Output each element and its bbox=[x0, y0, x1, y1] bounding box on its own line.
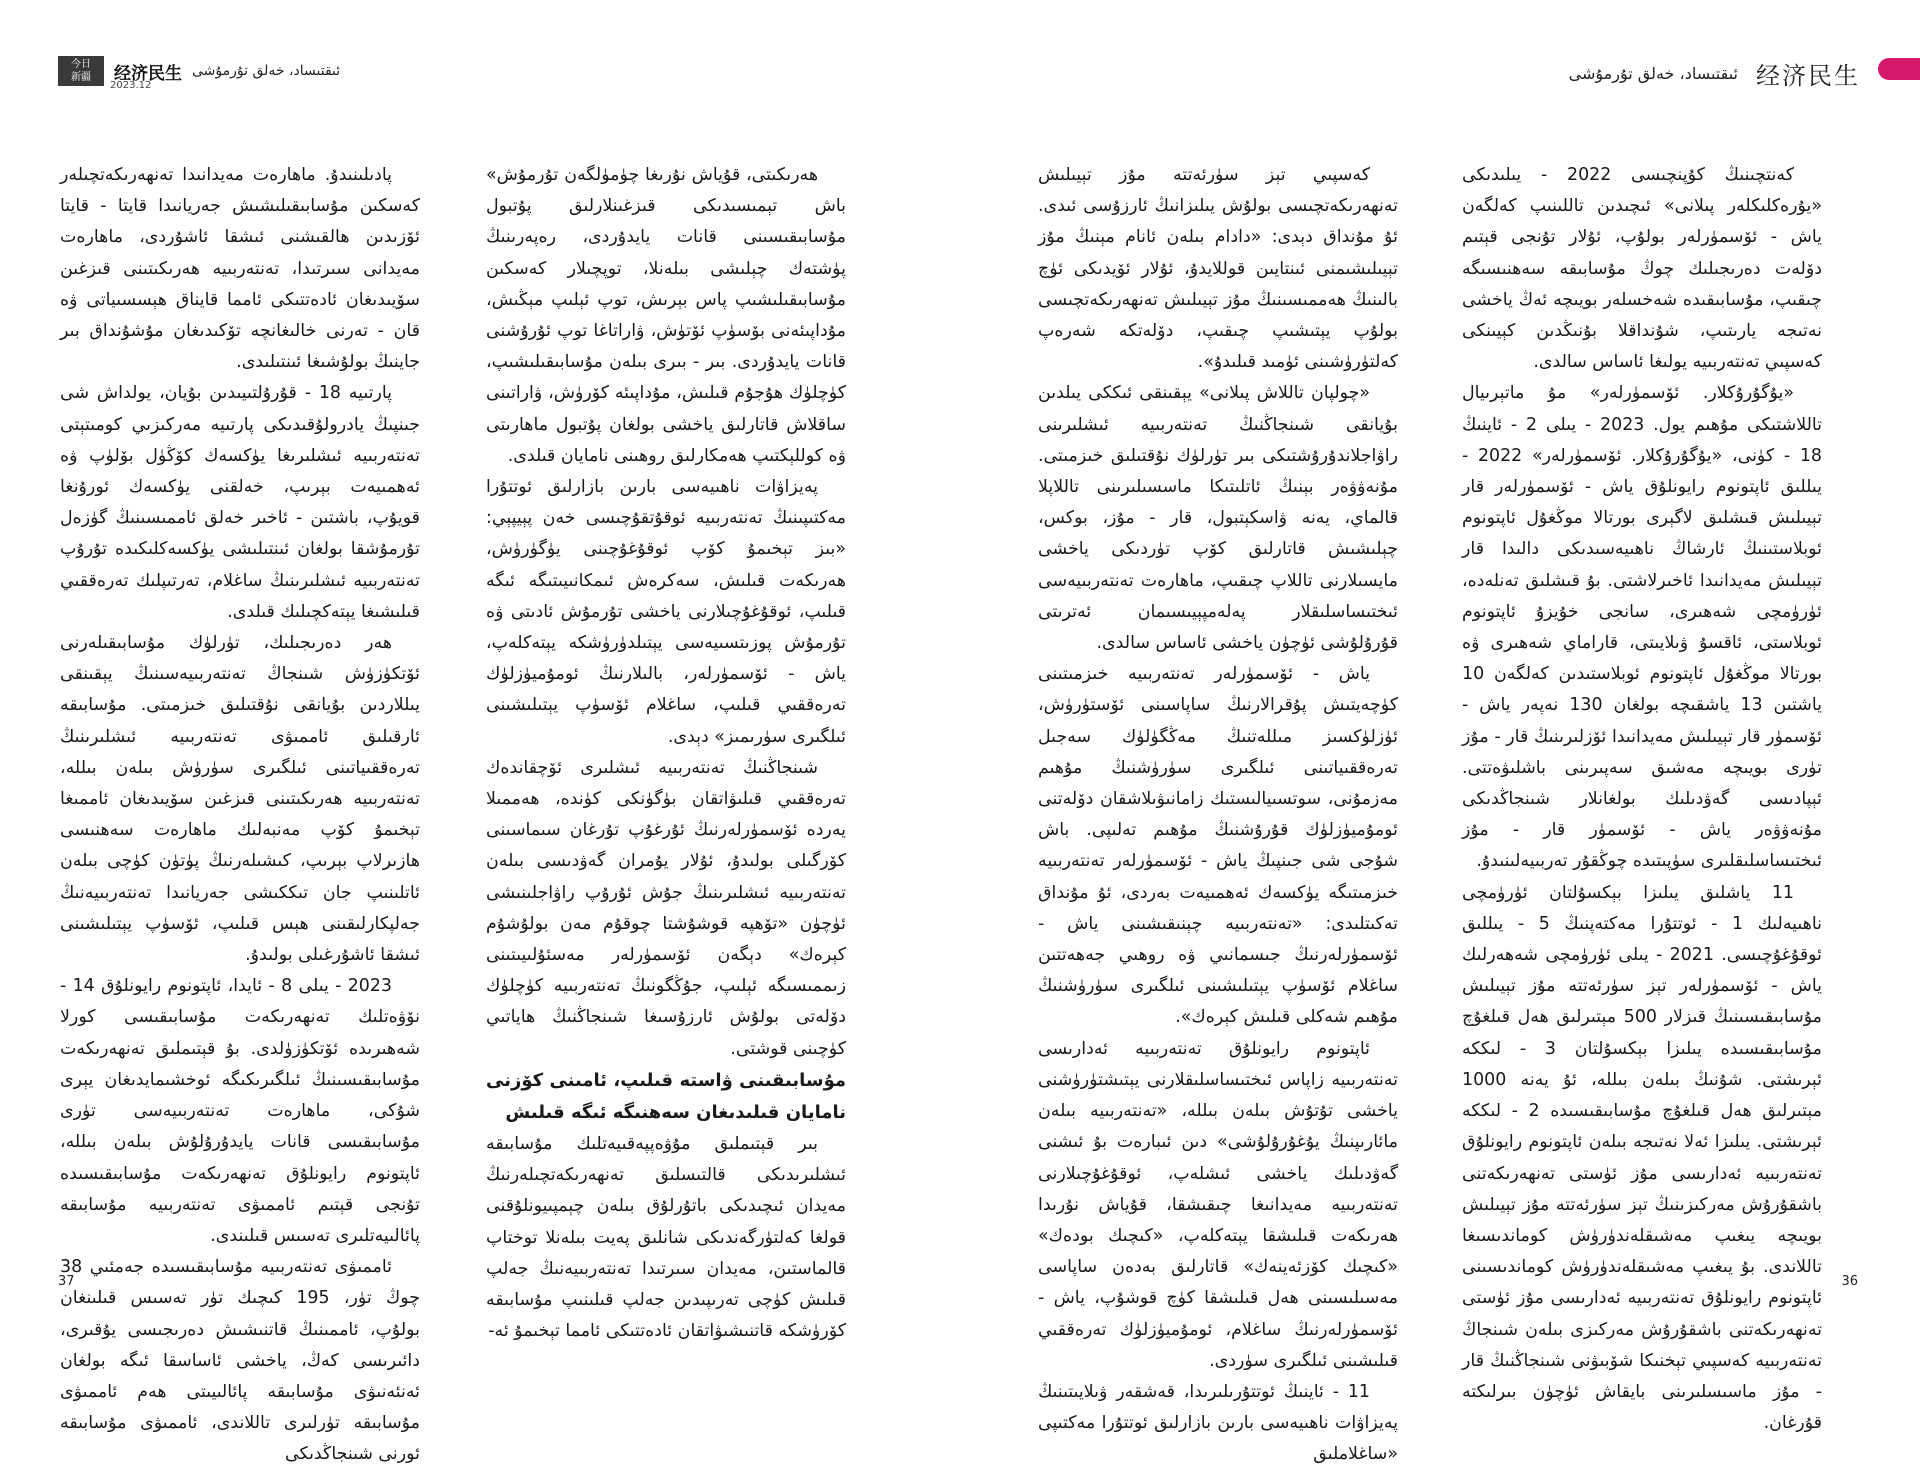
paragraph: ياش - ئۆسمۈرلەر تەنتەربىيە خىزمىتىنى كۈچەيتىش پۇقرالارنىڭ ساپاسىنى ئۆستۈرۈش، ئۈزلۈكسىز مىللەتنىڭ مەڭگۈلۈك سەجىل تەرەققىياتىنى ئىلگىرى سۈرۈشنىڭ مۇھىم مەزمۇنى، سوتسىيالىستىك زامانىۋىلاشقان دۆلەتنى ئومۇميۈزلۈك قۇرۇشنىڭ مۇھىم تەلىپى. باش شۇجى شى جىنپىڭ ياش - ئۆسمۈرلەر تەنتەربىيە خىزمىتىگە يۈكسەك ئەھمىيەت بەردى، ئۇ مۇنداق تەكىتلىدى: «تەنتەربىيە چېنىقىشىنى ياش - ئۆسمۈرلەرنىڭ جىسمانىي ۋە روھىي جەھەتتىن ساغلام ئۆسۈپ يېتىلىشىنى ئىلگىرى سۈرۈشنىڭ مۇھىم شەكلى قىلىش كېرەك». bbox=[1038, 664, 1398, 1028]
paragraph: ئاممىۋى تەنتەربىيە مۇسابىقىسىدە جەمئىي 38 چوڭ تۈر، 195 كىچىك تۈر تەسىس قىلىنغان بولۇپ، ئاممىنىڭ قاتنىشىش دەرىجىسى يۇقىرى، دائىرىسى كەڭ، ياخشى ئاساسقا ئىگە بولغان ئەنئەنىۋى مۇسابىقە پائالىيىتى ھەم ئاممىۋى مۇسابىقە تۈرلىرى تاللاندى، ئاممىۋى مۇسابىقە ئورنى شىنجاڭدىكى bbox=[60, 1257, 420, 1465]
paragraph: شىنجاڭنىڭ تەنتەربىيە ئىشلىرى ئۆچقاندەك تەرەققىي قىلىۋاتقان بۈگۈنكى كۈندە، ھەممىلا يەردە ئۆسمۈرلەرنىڭ ئۇرغۇپ تۇرغان سىماسىنى كۆرگىلى بولىدۇ، ئۇلار يۇمران گەۋدىسى بىلەن تەنتەربىيە ئىشلىرىنىڭ جۇش ئۇرۇپ راۋاجلىنىشى ئۈچۈن «تۆھپە قوشۇشتا چوقۇم مەن بولۇشۇم كېرەك» دېگەن ئۆسمۈرلەر مەسئۇلىيىتىنى زىممىسىگە ئېلىپ، جۇڭگونىڭ تەنتەربىيە كۈچلۈك دۆلەتى بولۇش ئارزۇسىغا شىنجاڭنىڭ ھاياتىي كۈچىنى قوشتى. bbox=[486, 757, 846, 1059]
paragraph: پارتىيە 18 - قۇرۇلتىيىدىن بۇيان، يولداش شى جىنپىڭ يادرولۇقىدىكى پارتىيە مەركىزىي كومىتېتى تەنتەربىيە ئىشلىرىغا يۈكسەك كۆڭۈل بۆلۈپ ۋە ئەھمىيەت بېرىپ، خەلقنى يۈكسەك ئورۇنغا قويۇپ، باشتىن - ئاخىر خەلق ئاممىسىنىڭ گۈزەل تۇرمۇشقا بولغان ئىنتىلىشى يۈكسەكلىكىدە تۇرۇپ تەنتەربىيە ئىشلىرىنىڭ ساغلام، تەرتىپلىك تەرەققىي قىلىشىغا يېتەكچىلىك قىلدى. bbox=[60, 383, 420, 622]
page-number-right: 36 bbox=[1841, 1274, 1858, 1289]
header-right bbox=[1569, 56, 1860, 90]
paragraph: ھەرىكىتى، قۇياش نۇرىغا چۈمۈلگەن تۇرمۇش» باش تېمىسىدىكى قىزغىنلارلىق پۇتبول مۇسابىقىسىنى قانات يايدۇردى، رەپەرىنىڭ پۈشتەك چېلىشى بىلەنلا، توپچىلار كەسكىن مۇسابىقىلىشىپ پاس بېرىش، توپ ئېلىپ مېڭىش، مۇداپىئەنى بۆسۈپ ئۆتۈش، ۋاراتاغا توپ ئۇرۇشنى قانات يايدۇردى. بىر - بىرى بىلەن مۇسابىقىلىشىپ، كۈچلۈك ھۇجۇم قىلىش، مۇداپىئە كۆرۈش، ۋاراتىنى ساقلاش قاتارلىق ياخشى بولغان پۇتبول ماھارىتى ۋە كوللېكتىپ ھەمكارلىق روھىنى نامايان قىلدى. bbox=[486, 165, 846, 466]
logo-line1: 今日 bbox=[71, 59, 91, 70]
logo-line2: 新疆 bbox=[71, 72, 91, 83]
paragraph: 11 - ئاينىڭ ئوتتۇرىلىرىدا، قەشقەر ۋىلايىتىنىڭ پەيزاۋات ناھىيەسى بارىن بازارلىق ئوتتۇرا مەكتىپى «ساغلاملىق bbox=[1038, 1381, 1398, 1465]
section-subheading: مۇسابىقىنى ۋاستە قىلىپ، ئامىنى كۆزنى نامايان قىلىدىغان سەھنىگە ئىگە قىلىش bbox=[486, 1069, 846, 1123]
paragraph: «چولپان تاللاش پىلانى» يېقىنقى ئىككى يىلدىن بۇيانقى شىنجاڭنىڭ تەنتەربىيە ئىشلىرىنى راۋاجلاندۇرۇشتىكى بىر تۈرلۈك نۇقتىلىق خىزمىتى. مۇنەۋۋەر بېنىڭ ئاتلىتىكا ماسسىلىرىنى تاللاپلا قالماي، يەنە ۋاسكېتبول، قار - مۇز، بوكس، چېلىشىش قاتارلىق كۆپ تۈردىكى ياخشى مايسىلارنى تاللاپ چىقىپ، ماھارەت تەنتەربىيەسى ئىختىساسلىقلار پەلەمپېيىسىمان ئەترىتى قۇرۇلۇشى ئۈچۈن ياخشى ئاساس سالدى. bbox=[1038, 383, 1398, 654]
magazine-logo bbox=[58, 56, 104, 86]
paragraph: كەسپىي تېز سۈرئەتتە مۇز تېيىلىش تەنھەرىكەتچىسى بولۇش يىلىزانىڭ ئارزۇسى ئىدى. ئۇ مۇنداق دېدى: «دادام بىلەن ئانام مېنىڭ مۇز تېيىلىشىمنى ئىنتايىن قوللايدۇ، ئۇلار ئۆيدىكى ئۈچ بالىنىڭ ھەممىسىنىڭ مۇز تېيىلىش تەنھەرىكەتچىسى بولۇپ يېتىشىپ چىقىپ، دۆلەتكە شەرەپ كەلتۈرۈشىنى ئۈمىد قىلىدۇ». bbox=[1038, 165, 1398, 373]
accent-tab bbox=[1878, 58, 1920, 80]
paragraph: 2023 - يىلى 8 - ئايدا، ئاپتونوم رايونلۇق 14 - نۆۋەتلىك تەنھەرىكەت مۇسابىقىسى كورلا شەھىرىدە ئۆتكۈزۈلدى. بۇ قېتىملىق تەنھەرىكەت مۇسابىقىسىنىڭ ئىلگىرىكىگە ئوخشىمايدىغان يېرى شۇكى، ماھارەت تەنتەربىيەسى تۈرى مۇسابىقىسى قانات يايدۇرۇلۇش بىلەن بىللە، ئاپتونوم رايونلۇق تەنھەرىكەت مۇسابىقىسىدە تۇنجى قېتىم ئاممىۋى تەنتەربىيە مۇسابىقە پائالىيەتلىرى تەسىس قىلىندى. bbox=[60, 976, 420, 1246]
page-number-left: 37 bbox=[58, 1274, 75, 1289]
paragraph: ھەر دەرىجىلىك، تۈرلۈك مۇسابىقىلەرنى ئۆتكۈزۈش شىنجاڭ تەنتەربىيەسىنىڭ يېقىنقى يىللاردىن بۇيانقى نۇقتىلىق خىزمىتى. مۇسابىقە ئارقىلىق ئاممىۋى تەنتەربىيە ئىشلىرىنىڭ تەرەققىياتىنى ئىلگىرى سۈرۈش بىلەن بىللە، تەنتەربىيە ھەرىكىتىنى قىزغىن سۆيىدىغان ئاممىغا تېخىمۇ كۆپ مەنبەلىك ماھارەت سەھنىسى ھازىرلاپ بېرىپ، كىشىلەرنىڭ پۈتۈن كۈچى بىلەن ئاتلىنىپ جان تىككىشى جەريانىدا تەنتەربىيەنىڭ جەلپكارلىقىنى ھېس قىلىپ، ئۆسۈپ يېتىلىشىنى ئىشقا ئاشۇرغىلى بولىدۇ. bbox=[60, 633, 420, 966]
paragraph: 11 ياشلىق يىلىزا بېكسۇلتان ئۈرۈمچى ناھىيەلىك 1 - ئوتتۇرا مەكتەپنىڭ 5 - يىللىق ئوقۇغۇچىسى. 2021 - يىلى ئۈرۈمچى شەھەرلىك ياش - ئۆسمۈرلەر تېز سۈرئەتتە مۇز تېيىلىش مۇسابىقىسىنىڭ قىزلار 500 مېتىرلىق ھەل قىلغۇچ مۇسابىقىسىدە يىلىزا بېكسۇلتان 3 - لىككە ئېرىشتى. شۇنىڭ بىلەن بىللە، ئۇ يەنە 1000 مېتىرلىق ھەل قىلغۇچ مۇسابىقىسىدە 2 - لىككە ئېرىشتى. يىلىزا ئەلا نەتىجە بىلەن ئاپتونوم رايونلۇق تەنتەربىيە ئەدارىسى مۇز ئۈستى تەنھەرىكەتنى باشقۇرۇش مەركىزىنىڭ تېز سۈرئەتتە مۇز تېيىلىش بويىچە يىغىپ مەشىقلەندۈرۈش كوماندىسىغا تاللاندى. بۇ يىغىپ مەشىقلەندۈرۈش كوماندىسىنى ئاپتونوم رايونلۇق تەنتەربىيە ئەدارىسى مۇز ئۈستى تەنھەرىكەتنى باشقۇرۇش مەركىزى بىلەن شىنجاڭ تەنتەربىيە كەسپىي تېخنىكا شۆبىۋنى شىنجاڭنىڭ قار - مۇز ماسىسلىرىنى بايقاش ئۈچۈن بىرلىكتە قۇرغان. bbox=[1462, 882, 1823, 1434]
paragraph: «يۇگۇرۇكلار. ئۆسمۈرلەر» مۇ ماتېرىيال تاللاشتىكى مۇھىم يول. 2023 - يىلى 2 - ئاينىڭ 18 - كۈنى، «يۇگۇرۇكلار. ئۆسمۈرلەر» 2022 - يىللىق ئاپتونوم رايونلۇق ياش - ئۆسمۈرلەر قار تېيىلىش قىشلىق لاگېرى بورتالا موڭغۇل ئاپتونوم ئوبلاستىنىڭ ئارشاڭ ناھىيەسىدىكى دالىدا قار تېيىلىش مەيدانىدا ئاخىرلاشتى. بۇ قىشلىق تەنلەدە، ئۈرۈمچى شەھىرى، سانجى خۇيزۇ ئاپتونوم ئوبلاستى، ئاقسۇ ۋىلايىتى، قاراماي شەھىرى ۋە بورتالا موڭغۇل ئاپتونوم ئوبلاستىدىن كەلگەن 10 ياشتىن 13 ياشقىچە بولغان 130 نەپەر ياش - ئۆسمۈر قار تېيىلىش مەيدانىدا ئۆزلىرىنىڭ قار - مۇز تۈرى بويىچە مەشىق سەپىرىنى باشلىۋەتتى. ئېپادىسى گەۋدىلىك بولغانلار شىنجاڭدىكى مۇنەۋۋەر ياش - ئۆسمۈر قار - مۇز ئىختىساسلىقلىرى سۈپىتىدە چوڭقۇر تەربىيەلىنىدۇ. bbox=[1462, 383, 1823, 872]
section-title-cn-left: 经济民生 bbox=[114, 63, 182, 84]
paragraph: پادىلىنىدۇ. ماھارەت مەيدانىدا تەنھەرىكەتچىلەر كەسكىن مۇسابىقىلىشىش جەريانىدا قايتا - قايتا ئۆزىدىن ھالقىشنى ئىشقا ئاشۇردى، ماھارەت مەيدانى سىرتىدا، تەنتەربىيە ھەرىكىتىنى قىزغىن سۆيىدىغان ئادەتتىكى ئامما قايناق ھېسسىياتى ۋە قان - تەرنى خالىغانچە تۆكىدىغان مۇشۇنداق بىر جاينىڭ بولۇشىغا ئىنتىلىدى. bbox=[60, 165, 420, 373]
column-3 bbox=[1038, 160, 1398, 1465]
issue-date: 2023.12 bbox=[110, 80, 152, 91]
column-4 bbox=[1462, 160, 1823, 1434]
column-2 bbox=[486, 160, 846, 1342]
paragraph: ئاپتونوم رايونلۇق تەنتەربىيە ئەدارىسى تەنتەربىيە زاپاس ئىختىساسلىقلارنى يېتىشتۈرۈشنى ياخشى تۇتۇش بىلەن بىللە، «تەنتەربىيە بىلەن مائارىپنىڭ يۇغۇرۇلۇشى» دىن ئىبارەت بۇ ئىشنى گەۋدىلىك ياخشى ئىشلەپ، ئوقۇغۇچىلارنى تەنتەربىيە مەيدانىغا چىقىشقا، قۇياش نۇرىدا ھەرىكەت قىلىشقا يېتەكلەپ، «كىچىك بودەك» «كىچىك كۆزئەينەك» قاتارلىق بەدەن ساپاسى مەسىلىسىنى ھەل قىلىشقا كۈچ قوشۇپ، ياش - ئۆسمۈرلەرنىڭ ساغلام، ئومۇميۈزلۈك تەرەققىي قىلىشىنى ئىلگىرى سۈردى. bbox=[1038, 1038, 1398, 1371]
section-title-ug-left: ئىقتىساد، خەلق تۇرمۇشى bbox=[192, 63, 341, 79]
paragraph: پەيزاۋات ناھىيەسى بارىن بازارلىق ئوتتۇرا مەكتىپىنىڭ تەنتەربىيە ئوقۇتقۇچىسى خەن پېيپېي: «بىز تېخىمۇ كۆپ ئوقۇغۇچىنى يۈگۈرۈش، ھەرىكەت قىلىش، سەكرەش ئىمكانىيىتىگە ئىگە قىلىپ، ئوقۇغۇچىلارنى ياخشى تۇرمۇش ئادىتى ۋە تۇرمۇش پوزىتسىيەسى يېتىلدۈرۈشكە يېتەكلەپ، ياش - ئۆسمۈرلەر، بالىلارنىڭ ئومۇميۈزلۈك تەرەققىي قىلىپ، ساغلام ئۆسۈپ يېتىلىشىنى ئىلگىرى سۈرىمىز» دېدى. bbox=[486, 477, 846, 747]
header-left bbox=[58, 56, 340, 86]
paragraph: بىر قېتىملىق مۇۋەپپەقىيەتلىك مۇسابىقە ئىشلىرىدىكى قالتىسلىق تەنھەرىكەتچىلەرنىڭ مەيدان ئىچىدىكى باتۇرلۇق بىلەن چېمپىيونلۇقنى قولغا كەلتۈرگەندىكى شانلىق پەيت بىلەنلا توختاپ قالماستىن، مەيدان سىرتىدا تەنتەربىيەنىڭ جەلپ قىلىش كۈچى تەرىپىدىن جەلپ قىلىنىپ مۇسابىقە كۆرۈشكە قاتنىشىۋاتقان ئادەتتىكى ئامما تېخىمۇ ئە- bbox=[486, 1133, 846, 1342]
section-title-ug-right: ئىقتىساد، خەلق تۇرمۇشى bbox=[1568, 63, 1738, 83]
paragraph: كەنتچىنىڭ كۇپنچىسى 2022 - يىلىدىكى «يۇرەكلىكلەر پىلانى» ئىچىدىن تاللىنىپ كەلگەن ياش - ئۆسمۈرلەر بولۇپ، ئۇلار تۇنجى قېتىم دۆلەت دەرىجىلىك چوڭ مۇسابىقە سەھنىسىگە چىقىپ، مۇسابىقىدە شەخسلەر بويىچە ئەڭ ياخشى نەتىجە يارىتىپ، شۇنداقلا بۇنىڭدىن كېيىنكى كەسپىي تەنتەربىيە يولىغا ئاساس سالدى. bbox=[1462, 165, 1822, 373]
section-title-cn-right: 经济民生 bbox=[1756, 61, 1860, 90]
